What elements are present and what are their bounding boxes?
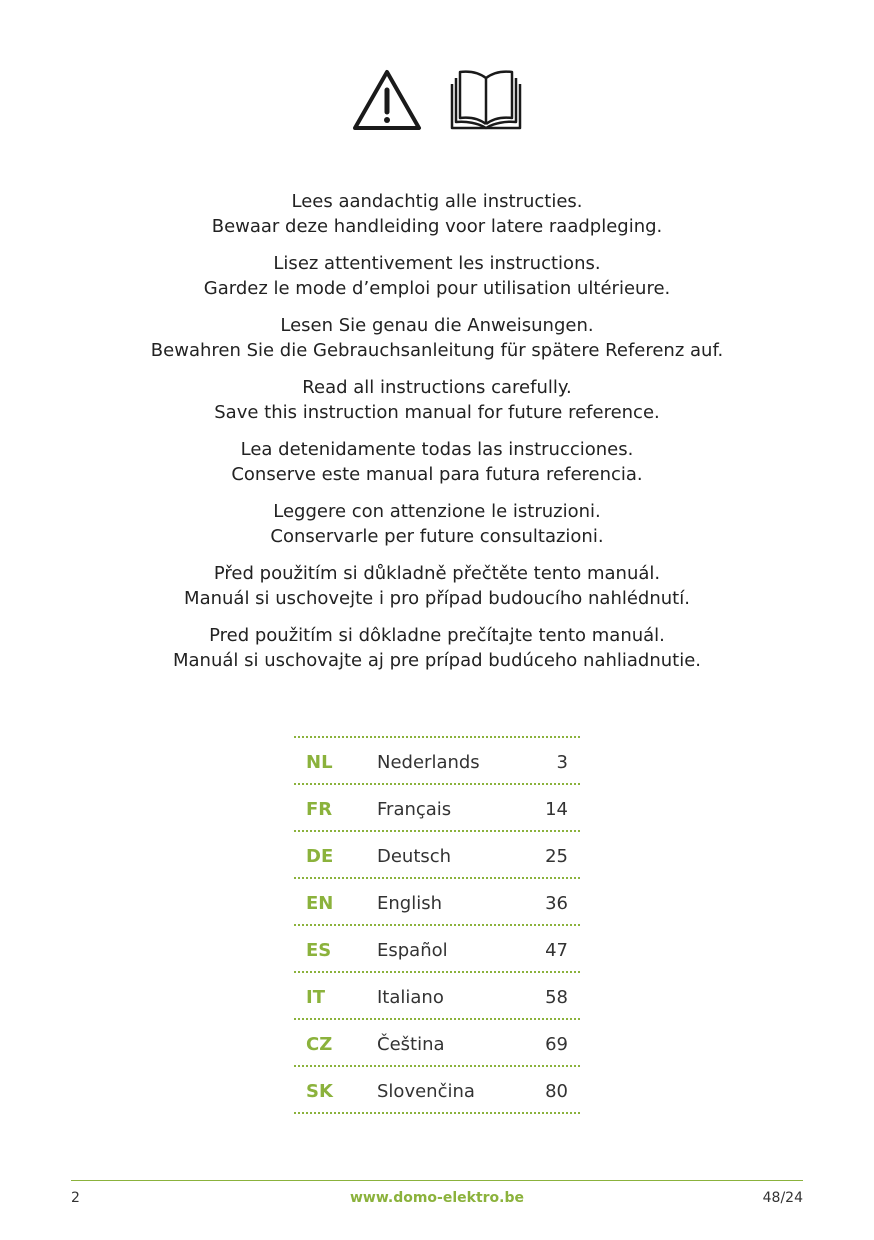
warning-triangle-icon: [352, 68, 422, 132]
toc-language-code: ES: [306, 940, 332, 961]
instruction-read-text: Před použitím si důkladně přečtěte tento manuál.: [213, 563, 661, 584]
instruction-read-text: Leggere con attenzione le istruzioni.: [273, 501, 601, 522]
toc-page-number: 80: [545, 1081, 568, 1102]
toc-row-cz[interactable]: [294, 1020, 580, 1067]
instruction-block-es: [0, 437, 874, 487]
instruction-read-text: Pred použitím si dôkladne prečítajte tento manuál.: [209, 625, 665, 646]
toc-language-code: EN: [306, 893, 334, 914]
instruction-block-fr: [0, 251, 874, 301]
instruction-read-text: Lisez attentivement les instructions.: [273, 253, 601, 274]
toc-row-de[interactable]: [294, 832, 580, 879]
toc-language-name: Deutsch: [377, 846, 452, 867]
footer-divider: [71, 1180, 803, 1181]
toc-row-fr[interactable]: [294, 785, 580, 832]
language-index: [294, 736, 580, 1114]
toc-language-code: IT: [306, 987, 325, 1008]
footer-page-number: 2: [71, 1190, 80, 1206]
toc-page-number: 3: [556, 752, 568, 773]
instruction-block-cz: [0, 561, 874, 611]
toc-row-nl[interactable]: [294, 738, 580, 785]
toc-language-name: Français: [377, 799, 452, 820]
toc-language-name: Nederlands: [377, 752, 480, 773]
toc-page-number: 58: [545, 987, 568, 1008]
toc-language-name: Español: [377, 940, 448, 961]
instruction-block-sk: [0, 623, 874, 673]
instruction-keep-text: Save this instruction manual for future reference.: [214, 402, 660, 423]
instruction-read-text: Lea detenidamente todas las instrucciones.: [240, 439, 634, 460]
toc-row-sk[interactable]: [294, 1067, 580, 1114]
footer-document-reference: 48/24: [762, 1190, 803, 1206]
toc-page-number: 25: [545, 846, 568, 867]
toc-language-code: SK: [306, 1081, 333, 1102]
instruction-keep-text: Gardez le mode d’emploi pour utilisation ultérieure.: [203, 278, 671, 299]
instruction-block-de: [0, 313, 874, 363]
instruction-block-en: [0, 375, 874, 425]
toc-page-number: 69: [545, 1034, 568, 1055]
instruction-read-text: Lesen Sie genau die Anweisungen.: [280, 315, 594, 336]
instruction-keep-text: Conservarle per future consultazioni.: [270, 526, 604, 547]
instructions-section: [0, 189, 874, 685]
footer-website-link[interactable]: www.domo-elektro.be: [349, 1190, 525, 1206]
toc-page-number: 36: [545, 893, 568, 914]
instruction-read-text: Lees aandachtig alle instructies.: [291, 191, 583, 212]
toc-page-number: 47: [545, 940, 568, 961]
toc-language-name: Čeština: [377, 1034, 445, 1055]
instruction-block-it: [0, 499, 874, 549]
toc-language-code: NL: [306, 752, 333, 773]
toc-language-name: Italiano: [377, 987, 444, 1008]
toc-row-es[interactable]: [294, 926, 580, 973]
toc-language-name: Slovenčina: [377, 1081, 475, 1102]
toc-language-name: English: [377, 893, 442, 914]
instruction-read-text: Read all instructions carefully.: [302, 377, 572, 398]
instruction-keep-text: Conserve este manual para futura referencia.: [231, 464, 643, 485]
toc-row-it[interactable]: [294, 973, 580, 1020]
toc-language-code: FR: [306, 799, 333, 820]
toc-row-en[interactable]: [294, 879, 580, 926]
toc-language-code: DE: [306, 846, 334, 867]
toc-page-number: 14: [545, 799, 568, 820]
instruction-keep-text: Manuál si uschovejte i pro případ budoucího nahlédnutí.: [184, 588, 690, 609]
instruction-keep-text: Bewahren Sie die Gebrauchsanleitung für spätere Referenz auf.: [150, 340, 724, 361]
open-book-icon: [448, 68, 524, 132]
toc-language-code: CZ: [306, 1034, 333, 1055]
instruction-keep-text: Manuál si uschovajte aj pre prípad budúceho nahliadnutie.: [172, 650, 702, 671]
instruction-keep-text: Bewaar deze handleiding voor latere raadpleging.: [211, 216, 663, 237]
instruction-block-nl: [0, 189, 874, 239]
header-icons: [0, 68, 874, 132]
